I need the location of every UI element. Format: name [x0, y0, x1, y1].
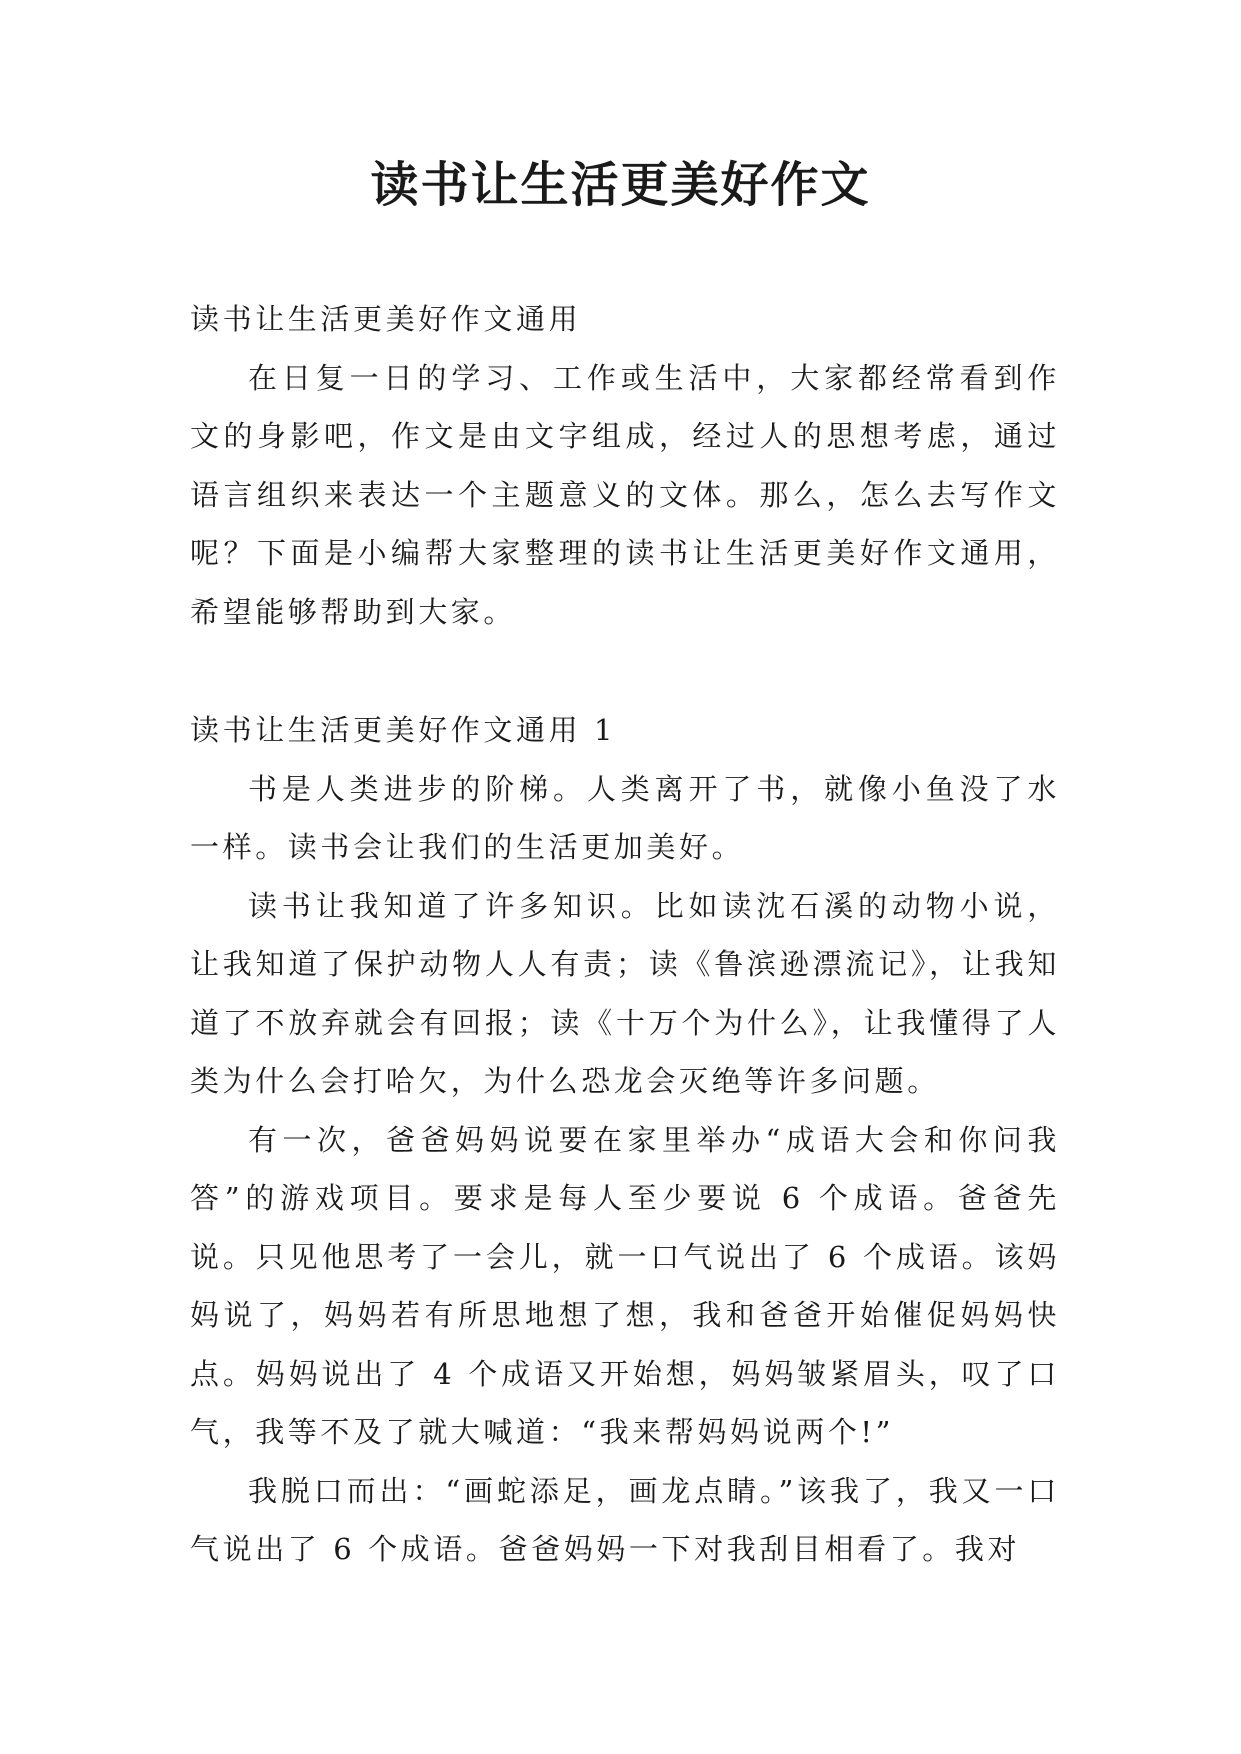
section-1-paragraph-4: 我脱口而出：“画蛇添足，画龙点睛。”该我了，我又一口气说出了 6 个成语。爸爸妈妈一下对我刮目相看了。我对 [190, 1473, 1060, 1566]
section-1-paragraph-3: 有一次，爸爸妈妈说要在家里举办“成语大会和你问我答”的游戏项目。要求是每人至少要说 6 个成语。爸爸先说。只见他思考了一会儿，就一口气说出了 6 个成语。该妈妈说了，妈妈若有所思地想了想，我和爸爸开始催促妈妈快点。妈妈说出了 4 个成语又开始想，妈妈皱紧眉头，叹了口气，我等不及了就大喊道：“我来帮妈妈说两个!” [190, 1122, 1060, 1449]
section-1-paragraph-2: 读书让我知道了许多知识。比如读沈石溪的动物小说，让我知道了保护动物人人有责；读《鲁滨逊漂流记》，让我知道了不放弃就会有回报；读《十万个为什么》，让我懂得了人类为什么会打哈欠，为什么恐龙会灭绝等许多问题。 [190, 888, 1060, 1098]
document-title: 读书让生活更美好作文 [370, 157, 871, 213]
intro-paragraph: 在日复一日的学习、工作或生活中，大家都经常看到作文的身影吧，作文是由文字组成，经过人的思想考虑，通过语言组织来表达一个主题意义的文体。那么，怎么去写作文呢？下面是小编帮大家整理的读书让生活更美好作文通用，希望能够帮助到大家。 [190, 360, 1060, 629]
section-1-heading: 读书让生活更美好作文通用 1 [190, 713, 617, 747]
intro-heading: 读书让生活更美好作文通用 [190, 302, 582, 336]
section-spacer [190, 641, 1060, 701]
document-body [190, 290, 1060, 1579]
section-1-paragraph-1: 书是人类进步的阶梯。人类离开了书，就像小鱼没了水一样。读书会让我们的生活更加美好。 [190, 771, 1060, 864]
